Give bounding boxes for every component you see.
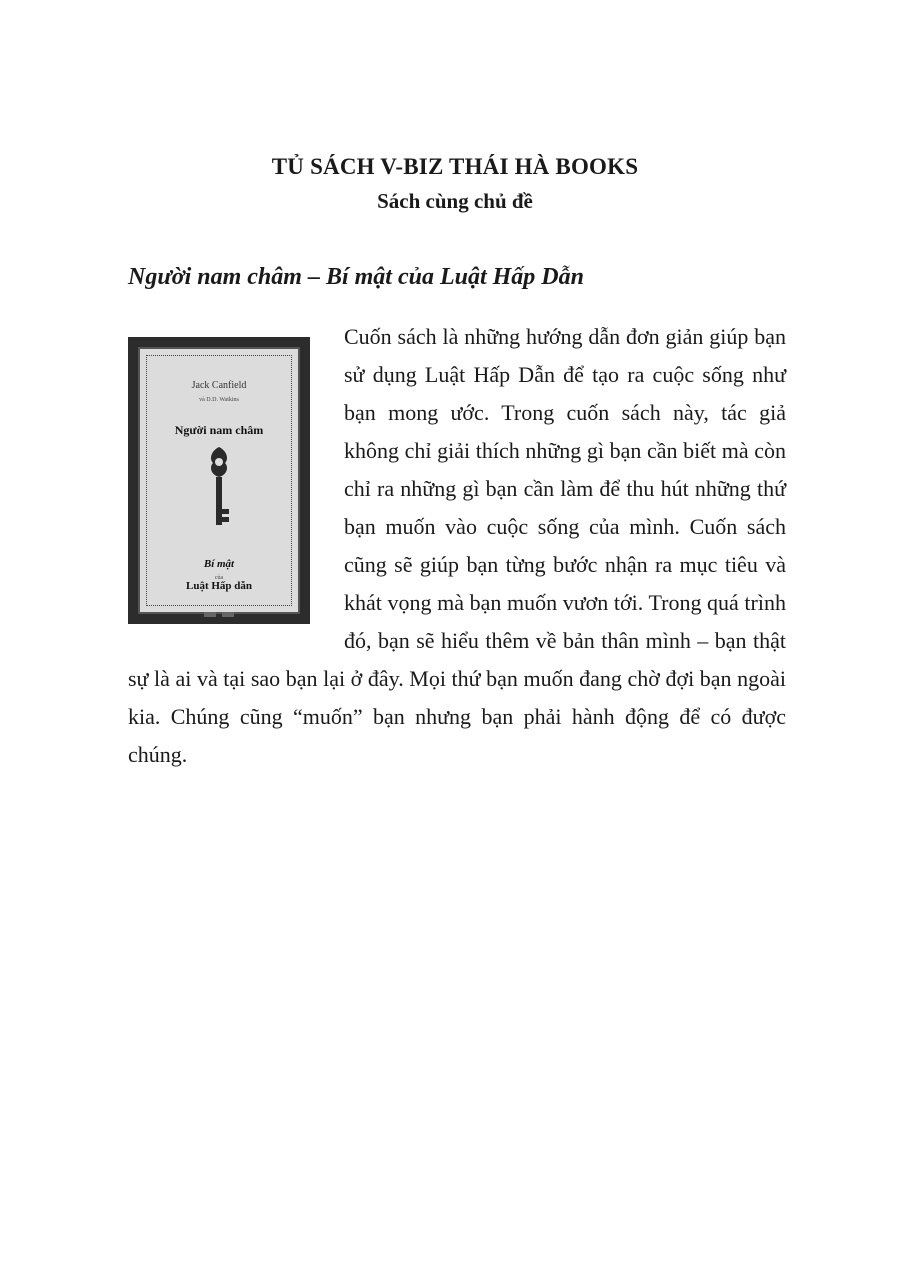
cover-panel [138, 347, 300, 614]
publisher-logo [204, 612, 216, 617]
book-title: Người nam châm – Bí mật của Luật Hấp Dẫn [128, 264, 584, 290]
book-description: Cuốn sách là những hướng dẫn đơn giản giúp bạn sử dụng Luật Hấp Dẫn để tạo ra cuộc sống như bạn mong ước. Trong cuốn sách này, tác giả không chỉ giải thích những gì bạn cần biết mà còn chỉ ra những gì bạn cần làm để thu hút những thứ bạn muốn vào cuộc sống của mình. Cuốn sách cũng sẽ giúp bạn từng bước nhận ra mục tiêu và khát vọng mà bạn muốn vươn tới. Trong quá trình đó, bạn sẽ hiểu thêm về bản thân mình – bạn thật sự là ai và tại sao bạn lại ở đây. Mọi thứ bạn muốn đang chờ đợi bạn ngoài kia. Chúng cũng “muốn” bạn nhưng bạn phải hành động để có được chúng. [128, 324, 786, 767]
publisher-logos [140, 591, 298, 629]
cover-subtitle-line2: của [214, 575, 224, 581]
page-header [0, 150, 910, 218]
series-title: TỦ SÁCH V-BIZ THÁI HÀ BOOKS [271, 154, 639, 179]
book-cover-image [128, 337, 310, 624]
section-subtitle: Sách cùng chủ đề [377, 189, 533, 213]
cover-subtitle-line3: Luật Hấp dẫn [185, 580, 253, 592]
cover-coauthor: và D.D. Watkins [199, 397, 239, 403]
key-icon [205, 445, 233, 543]
book-entry [128, 318, 786, 774]
cover-author: Jack Canfield [191, 380, 247, 391]
cover-title: Người nam châm [174, 423, 264, 437]
cover-subtitle-line1: Bí mật [203, 558, 235, 570]
publisher-logo [222, 612, 234, 617]
